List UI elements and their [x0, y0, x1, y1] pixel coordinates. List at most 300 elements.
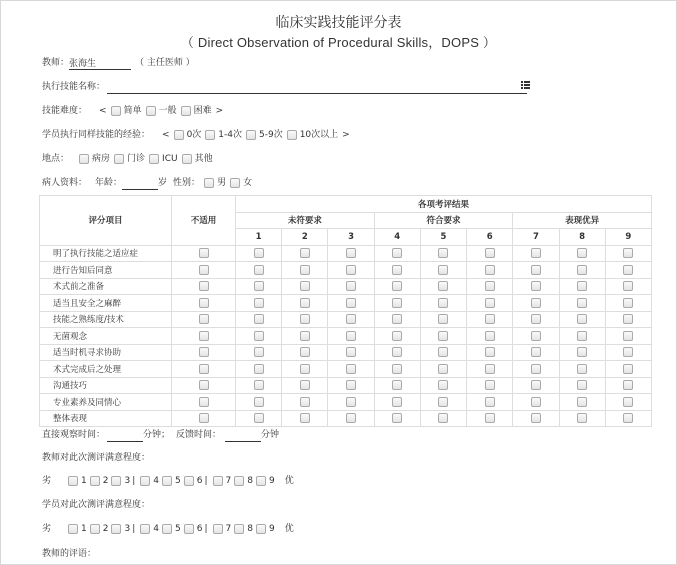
- score-checkbox[interactable]: [438, 298, 448, 308]
- score-cell: [559, 262, 605, 279]
- student-scale-checkbox[interactable]: [184, 524, 194, 534]
- score-checkbox[interactable]: [254, 298, 264, 308]
- patient-row: [42, 176, 252, 190]
- score-checkbox[interactable]: [346, 364, 356, 374]
- score-header-3: 3: [328, 229, 374, 246]
- score-checkbox[interactable]: [438, 397, 448, 407]
- group-excellent: 表现优异: [513, 212, 652, 229]
- score-checkbox[interactable]: [346, 397, 356, 407]
- skill-name-input[interactable]: [107, 81, 527, 94]
- score-checkbox[interactable]: [300, 298, 310, 308]
- score-header-1: 1: [236, 229, 282, 246]
- score-cell: [236, 410, 282, 427]
- score-cell: [420, 295, 466, 312]
- score-checkbox[interactable]: [485, 314, 495, 324]
- score-cell: [513, 377, 559, 394]
- score-checkbox[interactable]: [346, 265, 356, 275]
- score-cell: [172, 245, 236, 262]
- score-cell: [236, 344, 282, 361]
- experience-5-9-checkbox[interactable]: [246, 130, 256, 140]
- score-cell: [605, 361, 651, 378]
- score-checkbox[interactable]: [346, 298, 356, 308]
- score-checkbox[interactable]: [485, 397, 495, 407]
- score-checkbox[interactable]: [531, 413, 541, 423]
- score-cell: [467, 278, 513, 295]
- student-scale-checkbox[interactable]: [140, 524, 150, 534]
- table-row: [40, 394, 652, 411]
- teacher-scale-checkbox[interactable]: [234, 476, 244, 486]
- location-ward-checkbox[interactable]: [79, 154, 89, 164]
- score-checkbox[interactable]: [346, 281, 356, 291]
- score-checkbox[interactable]: [623, 281, 633, 291]
- score-checkbox[interactable]: [531, 364, 541, 374]
- difficulty-hard-checkbox[interactable]: [181, 106, 191, 116]
- teacher-scale-checkbox[interactable]: [184, 476, 194, 486]
- teacher-name-field[interactable]: [69, 57, 131, 70]
- row-label: 专业素养及同情心: [40, 394, 172, 411]
- score-cell: [513, 344, 559, 361]
- teacher-scale-checkbox[interactable]: [213, 476, 223, 486]
- score-cell: [605, 278, 651, 295]
- score-cell: [236, 245, 282, 262]
- score-cell: [467, 311, 513, 328]
- score-checkbox[interactable]: [577, 314, 587, 324]
- student-scale-checkbox[interactable]: [256, 524, 266, 534]
- score-cell: [374, 361, 420, 378]
- score-cell: [236, 262, 282, 279]
- score-checkbox[interactable]: [577, 331, 587, 341]
- score-checkbox[interactable]: [254, 265, 264, 275]
- teacher-scale-number: 6: [196, 476, 203, 486]
- comment-row: [42, 547, 96, 561]
- student-satisfaction-label-row: [42, 498, 150, 512]
- table-row: [40, 262, 652, 279]
- row-label: 进行告知后同意: [40, 262, 172, 279]
- score-checkbox[interactable]: [577, 364, 587, 374]
- teacher-scale-checkbox[interactable]: [68, 476, 78, 486]
- na-checkbox[interactable]: [199, 265, 209, 275]
- experience-0-checkbox[interactable]: [174, 130, 184, 140]
- score-cell: [172, 295, 236, 312]
- score-checkbox[interactable]: [300, 364, 310, 374]
- score-checkbox[interactable]: [300, 281, 310, 291]
- row-label: 术式完成后之处理: [40, 361, 172, 378]
- score-checkbox[interactable]: [577, 298, 587, 308]
- difficulty-label: 技能难度：: [42, 106, 88, 116]
- na-checkbox[interactable]: [199, 347, 209, 357]
- score-checkbox[interactable]: [438, 265, 448, 275]
- student-satisfaction-scale: [42, 522, 294, 536]
- score-cell: [420, 278, 466, 295]
- student-scale-checkbox[interactable]: [90, 524, 100, 534]
- score-checkbox[interactable]: [577, 413, 587, 423]
- score-checkbox[interactable]: [438, 281, 448, 291]
- score-cell: [420, 344, 466, 361]
- score-cell: [172, 311, 236, 328]
- na-checkbox[interactable]: [199, 331, 209, 341]
- teacher-satisfaction-label-row: [42, 451, 150, 465]
- score-cell: [328, 262, 374, 279]
- experience-1-4-checkbox[interactable]: [205, 130, 215, 140]
- score-cell: [172, 361, 236, 378]
- score-cell: [605, 295, 651, 312]
- row-label: 术式前之准备: [40, 278, 172, 295]
- teacher-scale-checkbox[interactable]: [140, 476, 150, 486]
- table-row: [40, 377, 652, 394]
- score-cell: [374, 344, 420, 361]
- score-cell: [467, 295, 513, 312]
- teacher-scale-checkbox[interactable]: [90, 476, 100, 486]
- score-cell: [559, 295, 605, 312]
- score-cell: [374, 328, 420, 345]
- score-checkbox[interactable]: [438, 364, 448, 374]
- score-checkbox[interactable]: [438, 347, 448, 357]
- form-subtitle: （ Direct Observation of Procedural Skills，DOPS ）: [180, 35, 497, 50]
- table-row: [40, 344, 652, 361]
- score-cell: [513, 394, 559, 411]
- teacher-label: 教师：: [42, 58, 70, 68]
- score-checkbox[interactable]: [623, 248, 633, 258]
- na-checkbox[interactable]: [199, 413, 209, 423]
- score-checkbox[interactable]: [623, 265, 633, 275]
- observe-time-input[interactable]: [107, 429, 143, 442]
- score-cell: [172, 278, 236, 295]
- na-checkbox[interactable]: [199, 364, 209, 374]
- score-checkbox[interactable]: [438, 248, 448, 258]
- score-checkbox[interactable]: [392, 380, 402, 390]
- score-header-4: 4: [374, 229, 420, 246]
- na-checkbox[interactable]: [199, 298, 209, 308]
- student-scale-number: 3: [124, 524, 131, 534]
- score-cell: [282, 410, 328, 427]
- score-cell: [328, 311, 374, 328]
- score-checkbox[interactable]: [438, 380, 448, 390]
- student-scale-checkbox[interactable]: [162, 524, 172, 534]
- score-cell: [420, 245, 466, 262]
- experience-10plus-label: 10次以上: [299, 130, 339, 140]
- score-cell: [328, 394, 374, 411]
- score-cell: [328, 295, 374, 312]
- score-checkbox[interactable]: [531, 397, 541, 407]
- teacher-scale-number: 2: [102, 476, 109, 486]
- score-header-6: 6: [467, 229, 513, 246]
- score-checkbox[interactable]: [392, 331, 402, 341]
- teacher-scale-number: 5: [175, 476, 181, 486]
- score-cell: [559, 328, 605, 345]
- comment-label: 教师的评语：: [42, 549, 97, 559]
- difficulty-hard-label: 困难: [193, 106, 212, 116]
- score-checkbox[interactable]: [254, 413, 264, 423]
- na-checkbox[interactable]: [199, 248, 209, 258]
- teacher-satisfaction-scale: [42, 474, 294, 488]
- score-checkbox[interactable]: [254, 397, 264, 407]
- student-scale-checkbox[interactable]: [68, 524, 78, 534]
- observe-time-unit: 分钟；: [143, 430, 171, 440]
- experience-5-9-label: 5-9次: [259, 130, 283, 140]
- difficulty-open: <: [99, 106, 107, 116]
- score-cell: [559, 245, 605, 262]
- score-header-2: 2: [282, 229, 328, 246]
- score-cell: [467, 377, 513, 394]
- score-checkbox[interactable]: [438, 331, 448, 341]
- student-scale-checkbox[interactable]: [213, 524, 223, 534]
- location-label: 地点：: [42, 154, 70, 164]
- score-checkbox[interactable]: [346, 331, 356, 341]
- score-checkbox[interactable]: [623, 331, 633, 341]
- score-cell: [420, 410, 466, 427]
- score-checkbox[interactable]: [577, 380, 587, 390]
- score-cell: [172, 377, 236, 394]
- na-checkbox[interactable]: [199, 380, 209, 390]
- score-checkbox[interactable]: [346, 380, 356, 390]
- score-cell: [605, 344, 651, 361]
- gender-female-checkbox[interactable]: [230, 178, 240, 188]
- score-checkbox[interactable]: [485, 364, 495, 374]
- score-checkbox[interactable]: [623, 347, 633, 357]
- score-checkbox[interactable]: [577, 347, 587, 357]
- score-checkbox[interactable]: [531, 331, 541, 341]
- score-checkbox[interactable]: [300, 413, 310, 423]
- student-scale-checkbox[interactable]: [234, 524, 244, 534]
- location-other-checkbox[interactable]: [182, 154, 192, 164]
- score-checkbox[interactable]: [577, 281, 587, 291]
- score-cell: [328, 328, 374, 345]
- score-checkbox[interactable]: [346, 413, 356, 423]
- difficulty-easy-label: 简单: [123, 106, 142, 116]
- score-checkbox[interactable]: [254, 380, 264, 390]
- table-row: [40, 361, 652, 378]
- score-checkbox[interactable]: [254, 347, 264, 357]
- score-checkbox[interactable]: [392, 298, 402, 308]
- score-cell: [172, 394, 236, 411]
- score-cell: [559, 394, 605, 411]
- score-cell: [605, 245, 651, 262]
- score-checkbox[interactable]: [485, 265, 495, 275]
- score-cell: [559, 377, 605, 394]
- score-checkbox[interactable]: [392, 397, 402, 407]
- score-cell: [172, 410, 236, 427]
- list-icon[interactable]: [521, 81, 530, 90]
- score-cell: [420, 377, 466, 394]
- score-cell: [328, 410, 374, 427]
- teacher-row: [42, 56, 195, 70]
- feedback-time-input[interactable]: [225, 429, 261, 442]
- score-cell: [467, 245, 513, 262]
- teacher-scale-checkbox[interactable]: [111, 476, 121, 486]
- score-cell: [374, 394, 420, 411]
- score-checkbox[interactable]: [392, 281, 402, 291]
- teacher-scale-checkbox[interactable]: [256, 476, 266, 486]
- score-checkbox[interactable]: [392, 314, 402, 324]
- table-row: [40, 410, 652, 427]
- score-checkbox[interactable]: [577, 248, 587, 258]
- teacher-scale-checkbox[interactable]: [162, 476, 172, 486]
- score-checkbox[interactable]: [577, 397, 587, 407]
- score-cell: [282, 262, 328, 279]
- score-checkbox[interactable]: [300, 331, 310, 341]
- score-checkbox[interactable]: [254, 248, 264, 258]
- score-checkbox[interactable]: [346, 314, 356, 324]
- score-checkbox[interactable]: [485, 298, 495, 308]
- location-icu-checkbox[interactable]: [149, 154, 159, 164]
- student-scale-separator: |: [132, 524, 136, 534]
- score-checkbox[interactable]: [623, 298, 633, 308]
- score-checkbox[interactable]: [623, 413, 633, 423]
- score-header-5: 5: [420, 229, 466, 246]
- score-cell: [467, 361, 513, 378]
- score-cell: [605, 311, 651, 328]
- score-checkbox[interactable]: [485, 248, 495, 258]
- teacher-scale-number: 4: [153, 476, 159, 486]
- student-scale-number: 1: [81, 524, 87, 534]
- score-checkbox[interactable]: [438, 413, 448, 423]
- score-checkbox[interactable]: [623, 314, 633, 324]
- score-cell: [236, 361, 282, 378]
- score-cell: [236, 394, 282, 411]
- row-label: 无菌观念: [40, 328, 172, 345]
- score-cell: [236, 328, 282, 345]
- time-row: [42, 428, 279, 442]
- score-checkbox[interactable]: [392, 347, 402, 357]
- score-checkbox[interactable]: [623, 364, 633, 374]
- teacher-scale-number: 3: [124, 476, 131, 486]
- score-checkbox[interactable]: [531, 347, 541, 357]
- student-low-label: 劣: [42, 524, 52, 534]
- score-cell: [328, 377, 374, 394]
- student-scale-number: 8: [247, 524, 253, 534]
- score-cell: [328, 344, 374, 361]
- score-cell: [172, 328, 236, 345]
- na-checkbox[interactable]: [199, 314, 209, 324]
- score-cell: [559, 410, 605, 427]
- score-checkbox[interactable]: [254, 314, 264, 324]
- age-label: 年龄：: [95, 178, 123, 188]
- difficulty-row: [42, 104, 223, 118]
- score-cell: [605, 262, 651, 279]
- score-cell: [513, 278, 559, 295]
- score-checkbox[interactable]: [623, 380, 633, 390]
- age-input[interactable]: [122, 177, 158, 190]
- score-cell: [420, 328, 466, 345]
- score-checkbox[interactable]: [485, 331, 495, 341]
- score-cell: [374, 410, 420, 427]
- score-cell: [467, 410, 513, 427]
- score-checkbox[interactable]: [531, 248, 541, 258]
- score-checkbox[interactable]: [438, 314, 448, 324]
- score-checkbox[interactable]: [346, 248, 356, 258]
- score-checkbox[interactable]: [531, 380, 541, 390]
- score-cell: [374, 311, 420, 328]
- student-scale-checkbox[interactable]: [111, 524, 121, 534]
- group-below: 未符要求: [236, 212, 375, 229]
- score-cell: [605, 394, 651, 411]
- patient-label: 病人资料：: [42, 178, 88, 188]
- score-body: [40, 245, 652, 427]
- score-cell: [559, 361, 605, 378]
- score-cell: [236, 377, 282, 394]
- score-cell: [467, 394, 513, 411]
- score-checkbox[interactable]: [392, 248, 402, 258]
- student-scale-number: 9: [268, 524, 275, 534]
- score-cell: [374, 262, 420, 279]
- score-cell: [420, 394, 466, 411]
- location-clinic-label: 门诊: [127, 154, 146, 164]
- location-clinic-checkbox[interactable]: [114, 154, 124, 164]
- score-cell: [420, 361, 466, 378]
- student-scale-number: 6: [196, 524, 203, 534]
- score-checkbox[interactable]: [392, 265, 402, 275]
- score-checkbox[interactable]: [485, 281, 495, 291]
- score-cell: [559, 311, 605, 328]
- score-checkbox[interactable]: [485, 380, 495, 390]
- score-cell: [282, 361, 328, 378]
- teacher-high-label: 优: [284, 476, 294, 486]
- score-checkbox[interactable]: [346, 347, 356, 357]
- na-checkbox[interactable]: [199, 281, 209, 291]
- score-checkbox[interactable]: [254, 281, 264, 291]
- student-scale-number: 7: [225, 524, 232, 534]
- gender-male-checkbox[interactable]: [204, 178, 214, 188]
- score-checkbox[interactable]: [577, 265, 587, 275]
- feedback-time-label: 反馈时间：: [176, 430, 222, 440]
- col-na-header: 不适用: [172, 196, 236, 246]
- score-checkbox[interactable]: [531, 298, 541, 308]
- teacher-scale-number: 8: [247, 476, 253, 486]
- score-cell: [467, 344, 513, 361]
- score-checkbox[interactable]: [300, 314, 310, 324]
- table-row: [40, 311, 652, 328]
- score-checkbox[interactable]: [485, 347, 495, 357]
- score-checkbox[interactable]: [300, 347, 310, 357]
- score-checkbox[interactable]: [531, 265, 541, 275]
- score-checkbox[interactable]: [300, 380, 310, 390]
- score-header-7: 7: [513, 229, 559, 246]
- score-checkbox[interactable]: [254, 331, 264, 341]
- difficulty-easy-checkbox[interactable]: [111, 106, 121, 116]
- score-cell: [513, 311, 559, 328]
- score-checkbox[interactable]: [485, 413, 495, 423]
- student-high-label: 优: [284, 524, 294, 534]
- score-cell: [282, 328, 328, 345]
- difficulty-medium-checkbox[interactable]: [146, 106, 156, 116]
- score-cell: [605, 410, 651, 427]
- experience-1-4-label: 1-4次: [218, 130, 242, 140]
- table-row: [40, 328, 652, 345]
- score-checkbox[interactable]: [300, 397, 310, 407]
- score-checkbox[interactable]: [300, 265, 310, 275]
- score-cell: [282, 245, 328, 262]
- score-checkbox[interactable]: [300, 248, 310, 258]
- table-row: [40, 245, 652, 262]
- score-cell: [328, 361, 374, 378]
- row-label: 适当且安全之麻醉: [40, 295, 172, 312]
- teacher-satisfaction-label: 教师对此次测评满意程度：: [42, 453, 151, 463]
- score-checkbox[interactable]: [254, 364, 264, 374]
- score-checkbox[interactable]: [531, 281, 541, 291]
- score-checkbox[interactable]: [531, 314, 541, 324]
- score-table: [39, 195, 652, 427]
- score-checkbox[interactable]: [392, 364, 402, 374]
- score-cell: [282, 295, 328, 312]
- score-checkbox[interactable]: [392, 413, 402, 423]
- na-checkbox[interactable]: [199, 397, 209, 407]
- score-cell: [559, 344, 605, 361]
- gender-label: 性别：: [173, 178, 201, 188]
- score-checkbox[interactable]: [623, 397, 633, 407]
- score-cell: [513, 245, 559, 262]
- experience-10plus-checkbox[interactable]: [287, 130, 297, 140]
- score-cell: [236, 311, 282, 328]
